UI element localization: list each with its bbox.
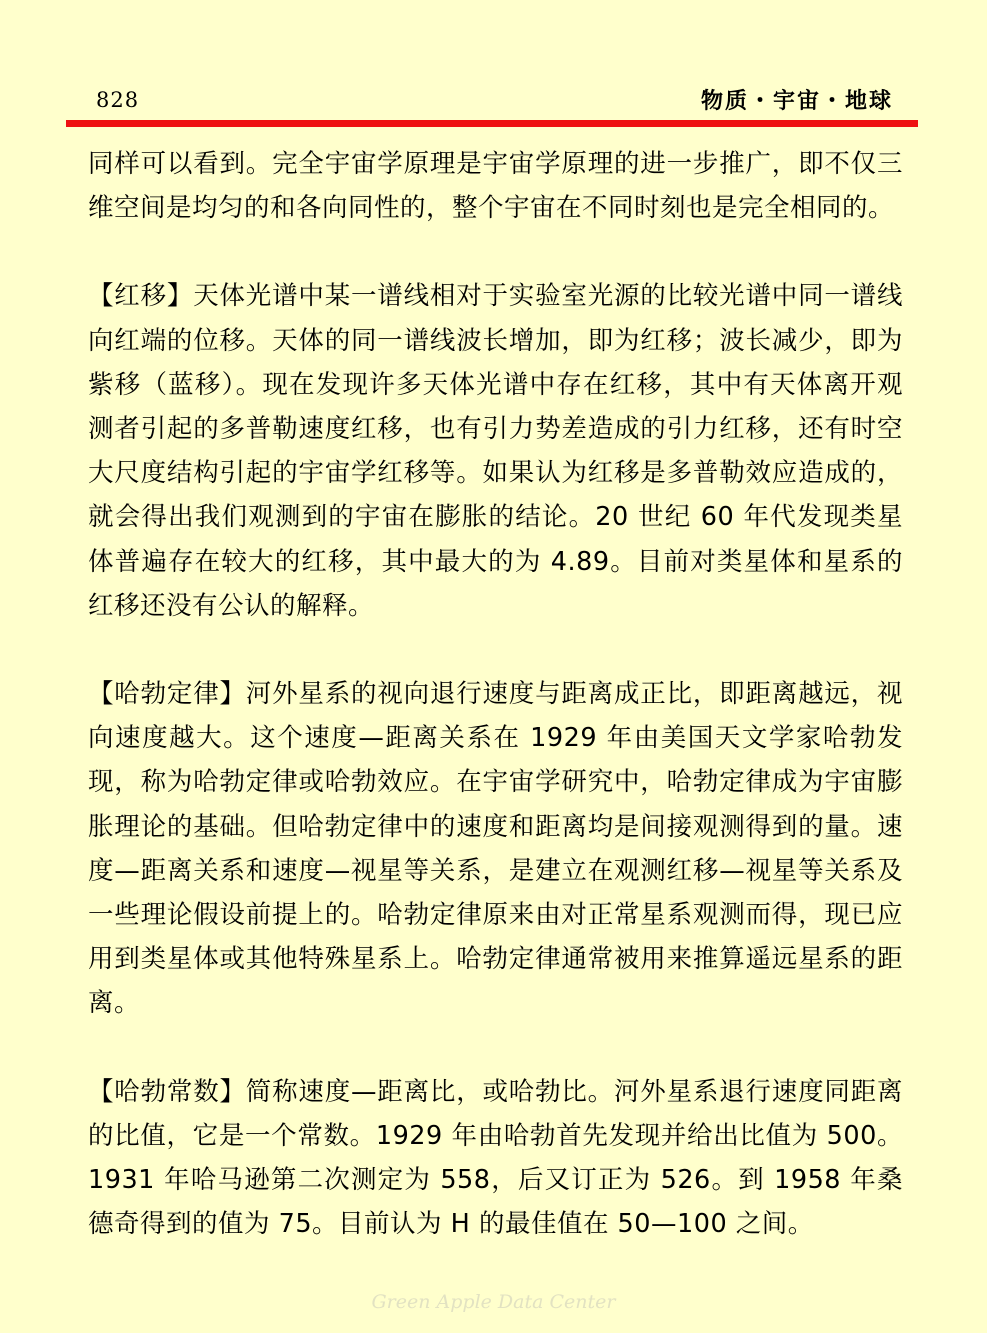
entry-text: 河外星系的视向退行速度与距离成正比，即距离越远，视向速度越大。这个速度—距离关系在 1929 年由美国天文学家哈勃发现，称为哈勃定律或哈勃效应。在宇宙学研究中，哈勃定律成为宇宙膨胀理论的基础。但哈勃定律中的速度和距离均是间接观测得到的量。速度—距离关系和速度—视星等关系，是建立在观测红移—视星等关系及一些理论假设前提上的。哈勃定律原来由对正常星系观测而得，现已应用到类星体或其他特殊星系上。哈勃定律通常被用来推算遥远星系的距离。 [88,679,903,1019]
entry-text: 简称速度—距离比，或哈勃比。河外星系退行速度同距离的比值，它是一个常数。1929 年由哈勃首先发现并给出比值为 500。1931 年哈马逊第二次测定为 558，后又订正为 526。到 1958 年桑德奇得到的值为 75。目前认为 H 的最佳值在 50—100 之间。 [88,1076,903,1240]
header-rule [66,120,918,127]
entry-term: 【哈勃定律】 [88,679,246,710]
entry-hubble-law [88,672,903,1026]
entry-text: 天体光谱中某一谱线相对于实验室光源的比较光谱中同一谱线向红端的位移。天体的同一谱线波长增加，即为红移；波长减少，即为紫移（蓝移）。现在发现许多天体光谱中存在红移，其中有天体离开观测者引起的多普勒速度红移，也有引力势差造成的引力红移，还有时空大尺度结构引起的宇宙学红移等。如果认为红移是多普勒效应造成的，就会得出我们观测到的宇宙在膨胀的结论。20 世纪 60 年代发现类星体普遍存在较大的红移，其中最大的为 4.89。目前对类星体和星系的红移还没有公认的解释。 [88,281,903,621]
entry-term: 【哈勃常数】 [88,1076,246,1107]
footer-watermark: Green Apple Data Center [371,1291,616,1313]
entry-redshift [88,274,903,628]
entry-hubble-constant [88,1070,903,1247]
paragraph-text: 同样可以看到。完全宇宙学原理是宇宙学原理的进一步推广，即不仅三维空间是均匀的和各向同性的，整个宇宙在不同时刻也是完全相同的。 [88,149,903,224]
running-title: 物质・宇宙・地球 [700,89,893,114]
page-number: 828 [96,88,140,112]
body-text [88,142,903,1246]
paragraph-continuation [88,142,903,230]
entry-term: 【红移】 [88,281,194,312]
